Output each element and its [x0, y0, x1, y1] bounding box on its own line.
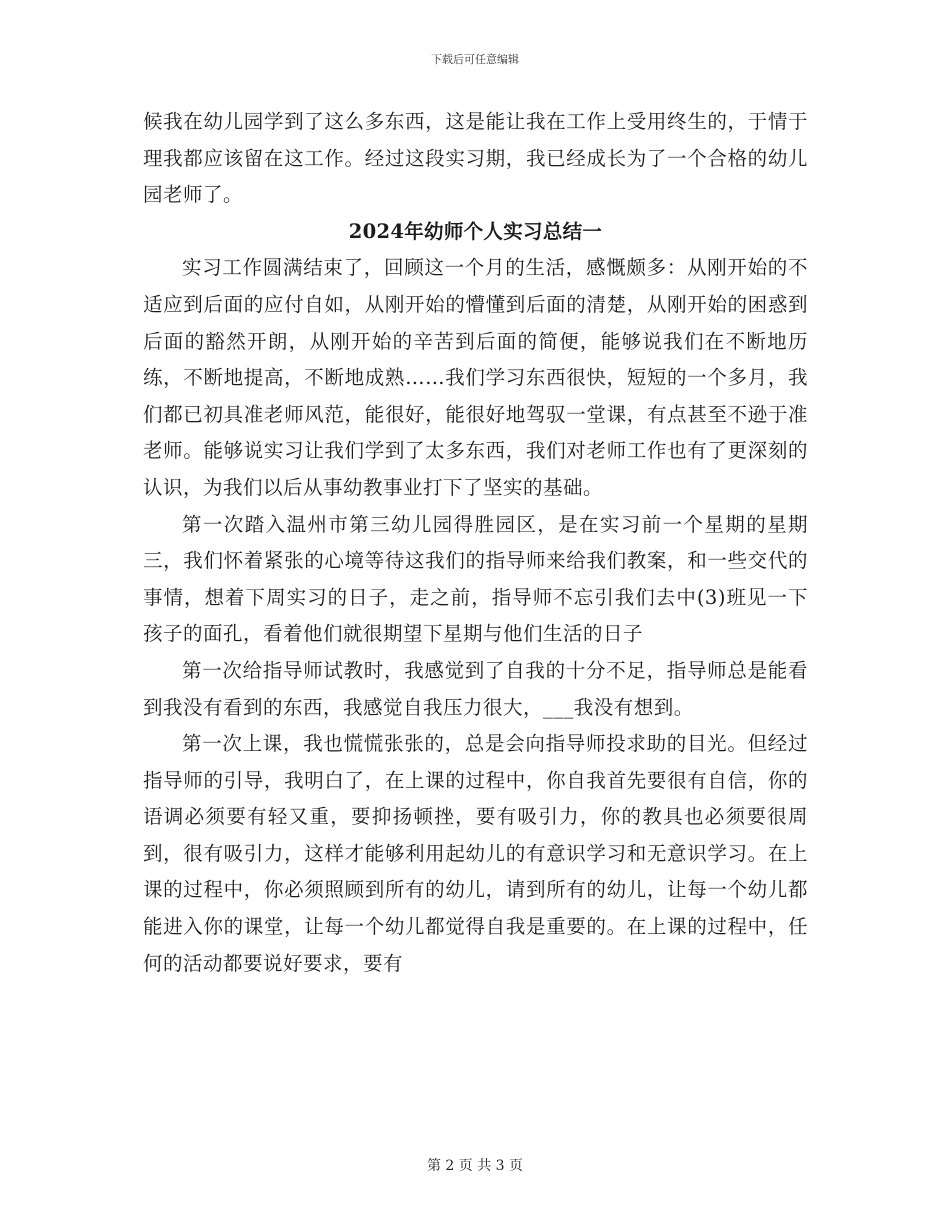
paragraph: 第一次上课，我也慌慌张张的，总是会向指导师投求助的目光。但经过指导师的引导，我明白了，在上课的过程中，你自我首先要很有自信，你的语调必须要有轻又重，要抑扬顿挫，要有吸引力，你的教具也必须要很周到，很有吸引力，这样才能够利用起幼儿的有意识学习和无意识学习。在上课的过程中，你必须照顾到所有的幼儿，请到所有的幼儿，让每一个幼儿都能进入你的课堂，让每一个幼儿都觉得自我是重要的。在上课的过程中，任何的活动都要说好要求，要有 — [143, 732, 808, 975]
section-title: 2024年幼师个人实习总结一 — [348, 219, 603, 243]
page-header-note: 下载后可任意编辑 — [431, 53, 519, 66]
continued-paragraph: 候我在幼儿园学到了这么多东西，这是能让我在工作上受用终生的，于情于理我都应该留在这工作。经过这段实习期，我已经成长为了一个合格的幼儿园老师了。 — [143, 110, 808, 207]
paragraph: 第一次给指导师试教时，我感觉到了自我的十分不足，指导师总是能看到我没有看到的东西，我感觉自我压力很大，___我没有想到。 — [143, 658, 808, 719]
page-number: 第 2 页 共 3 页 — [426, 1158, 524, 1174]
document-body — [143, 104, 808, 982]
paragraph: 实习工作圆满结束了，回顾这一个月的生活，感慨颇多：从刚开始的不适应到后面的应付自如，从刚开始的懵懂到后面的清楚，从刚开始的困惑到后面的豁然开朗，从刚开始的辛苦到后面的简便，能够说我们在不断地历练，不断地提高，不断地成熟……我们学习东西很快，短短的一个多月，我们都已初具准老师风范，能很好，能很好地驾驭一堂课，有点甚至不逊于准老师。能够说实习让我们学到了太多东西，我们对老师工作也有了更深刻的认识，为我们以后从事幼教事业打下了坚实的基础。 — [143, 256, 808, 499]
paragraph: 第一次踏入温州市第三幼儿园得胜园区，是在实习前一个星期的星期三，我们怀着紧张的心境等待这我们的指导师来给我们教案，和一些交代的事情，想着下周实习的日子，走之前，指导师不忘引我们去中(3)班见一下孩子的面孔，看着他们就很期望下星期与他们生活的日子 — [143, 512, 808, 646]
